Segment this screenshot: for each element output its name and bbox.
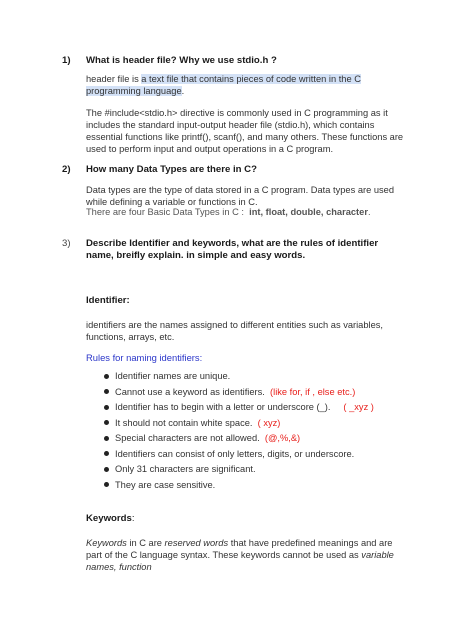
list-item	[86, 401, 374, 417]
rule-text: They are case sensitive.	[115, 479, 216, 490]
rule-text: Identifiers can consist of only letters, digits, or underscore.	[115, 448, 355, 459]
variable-names-term: variable names, function	[86, 550, 394, 572]
rule-text: Identifier names are unique.	[115, 371, 231, 381]
list-item	[86, 432, 374, 448]
answer-text: .	[367, 207, 371, 217]
keywords-heading-colon: :	[131, 513, 135, 524]
answer-text: There are four Basic Data Types in C :	[86, 207, 244, 217]
list-item	[86, 417, 374, 433]
paragraph-text: that have predefined meanings and are part of the C language syntax. These keywords cannot be used as	[86, 538, 393, 560]
bullet-icon	[104, 467, 109, 472]
rule-example: ( _xyz )	[343, 402, 374, 412]
question-number: 2)	[62, 164, 71, 175]
list-item	[86, 463, 374, 479]
bullet-icon	[104, 482, 109, 487]
rule-text: Cannot use a keyword as identifiers.	[115, 386, 265, 397]
list-item	[86, 386, 374, 402]
rule-example: (@,%,&)	[264, 433, 301, 443]
bullet-icon	[104, 389, 109, 394]
question-number: 3)	[62, 238, 71, 249]
answer-text: header file is	[86, 74, 142, 84]
bullet-icon	[104, 451, 109, 456]
question-title: Describe Identifier and keywords, what are the rules of identifier name, breifly explain. in simple and easy words.	[86, 238, 379, 261]
question-1-heading	[62, 55, 277, 67]
rules-title: Rules for naming identifiers:	[86, 352, 203, 363]
rule-text: Special characters are not allowed.	[115, 433, 260, 443]
rule-example: (like for, if , else etc.)	[270, 386, 356, 397]
bullet-icon	[104, 436, 109, 441]
question-number: 1)	[62, 55, 71, 66]
bullet-icon	[104, 405, 109, 410]
question-title: What is header file? Why we use stdio.h ?	[86, 55, 277, 66]
bullet-icon	[104, 420, 109, 425]
keywords-heading	[86, 513, 135, 525]
list-item	[86, 448, 374, 464]
q2-answer-paragraph-1: Data types are the type of data stored in a C program. Data types are used while defining a variable or functions in C.	[86, 185, 395, 207]
bullet-icon	[104, 374, 109, 379]
highlighted-text: a text file that contains pieces of code written in the C programming language	[86, 74, 361, 96]
identifier-description: identifiers are the names assigned to different entities such as variables, functions, arrays, etc.	[86, 320, 383, 342]
q2-answer-paragraph-2	[86, 206, 406, 218]
question-title: How many Data Types are there in C?	[86, 164, 257, 175]
q1-answer-paragraph-2: The #include<stdio.h> directive is commonly used in C programming as it includes the standard input-output header file (stdio.h), which contains essential functions like printf(), scanf(), and many others. These functions are used to perform input and output operations in a C program.	[86, 108, 404, 154]
paragraph-text: in C are	[126, 538, 165, 548]
identifier-heading: Identifier:	[86, 295, 130, 306]
question-3-heading	[62, 238, 386, 262]
keywords-term: Keywords	[86, 538, 127, 548]
rule-text: Only 31 characters are significant.	[115, 464, 256, 474]
rules-list	[86, 370, 374, 494]
list-item	[86, 370, 374, 386]
list-item	[86, 479, 374, 495]
keywords-paragraph	[86, 537, 406, 573]
question-2-heading	[62, 164, 257, 176]
q1-answer-paragraph-1	[86, 73, 406, 97]
data-types-list: int, float, double, character	[249, 207, 368, 217]
answer-text: .	[181, 86, 185, 96]
rule-text: Identifier has to begin with a letter or underscore (_).	[115, 402, 331, 412]
rule-text: It should not contain white space.	[115, 417, 253, 428]
rule-example: ( xyz)	[257, 417, 281, 428]
keywords-heading-text: Keywords	[86, 513, 132, 524]
reserved-words-term: reserved words	[164, 538, 229, 548]
